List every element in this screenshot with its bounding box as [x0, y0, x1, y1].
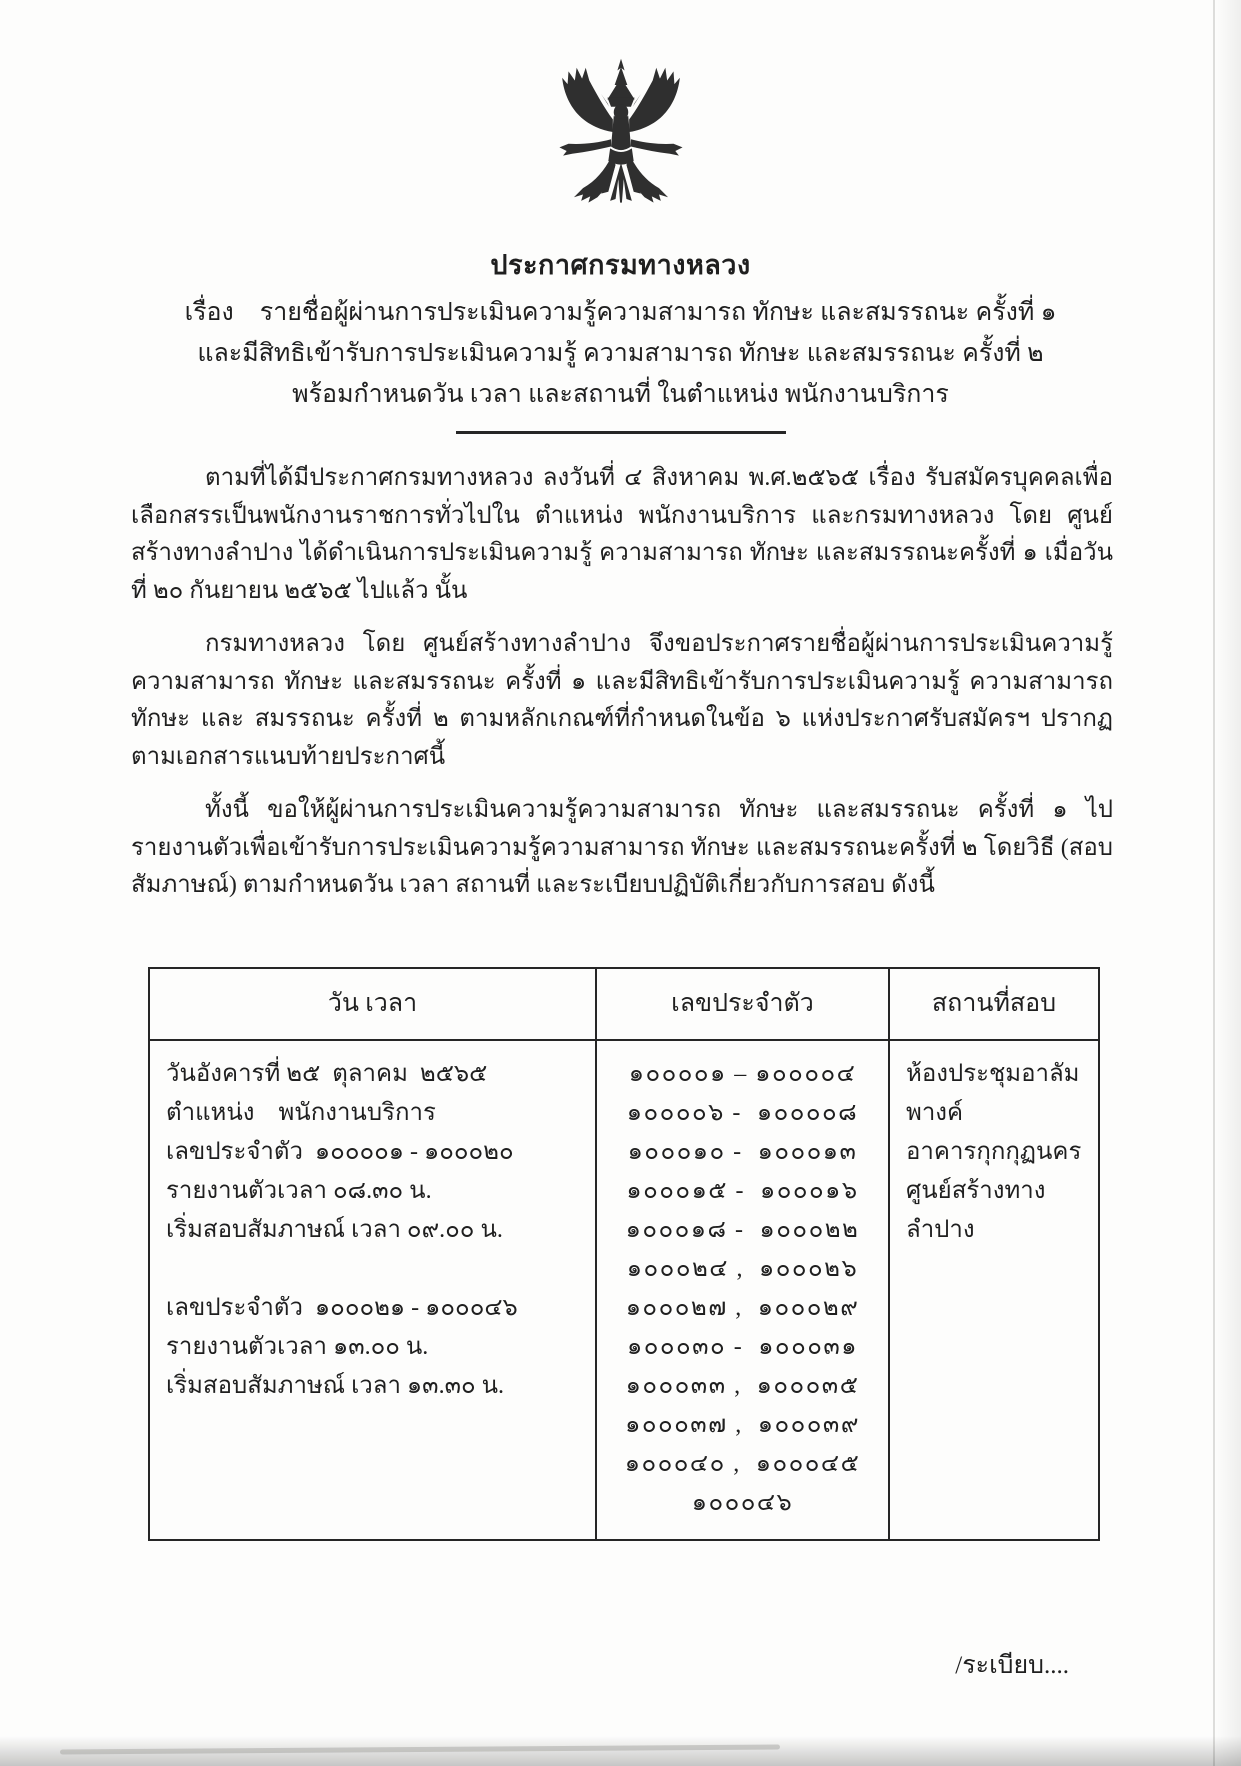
schedule-line: วันอังคารที่ ๒๕ ตุลาคม ๒๕๖๕ — [166, 1060, 488, 1087]
garuda-emblem-icon — [521, 56, 721, 228]
schedule-line: เริ่มสอบสัมภาษณ์ เวลา ๐๙.๐๐ น. — [166, 1216, 503, 1243]
table-body-row — [150, 1041, 1098, 1539]
id-range-line: ๑๐๐๐๑๐ - ๑๐๐๐๑๓ — [627, 1138, 858, 1165]
id-range-line: ๑๐๐๐๓๗ , ๑๐๐๐๓๙ — [625, 1411, 860, 1438]
id-range-line: ๑๐๐๐๔๐ , ๑๐๐๐๔๕ — [624, 1450, 861, 1477]
paragraph-3: ทั้งนี้ ขอให้ผู้ผ่านการประเมินความรู้ความสามารถ ทักษะ และสมรรถนะ ครั้งที่ ๑ ไปรายงานตัวเพื่อเข้ารับการประเมินความรู้ความสามารถ ทักษะ และสมรรถนะครั้งที่ ๒ โดยวิธี (สอบสัมภาษณ์) ตามกำหนดวัน เวลา สถานที่ และระเบียบปฏิบัติเกี่ยวกับการสอบ ดังนี้ — [131, 797, 1113, 898]
continuation-note: /ระเบียบ.... — [955, 1651, 1069, 1679]
schedule-line: รายงานตัวเวลา ๑๓.๐๐ น. — [166, 1333, 429, 1360]
table-header-row — [150, 969, 1098, 1041]
page-title: ประกาศกรมทางหลวง — [490, 250, 751, 280]
scan-edge-shade — [1215, 0, 1241, 1766]
id-range-line: ๑๐๐๐๒๗ , ๑๐๐๐๒๙ — [625, 1294, 860, 1321]
id-range-line: ๑๐๐๐๑๘ - ๑๐๐๐๒๒ — [625, 1216, 860, 1243]
document-header — [0, 0, 1241, 434]
schedule-line-gap — [166, 1250, 587, 1289]
header-divider — [456, 431, 786, 434]
paragraph-2: กรมทางหลวง โดย ศูนย์สร้างทางลำปาง จึงขอประกาศรายชื่อผู้ผ่านการประเมินความรู้ความสามารถ ทักษะ และสมรรถนะ ครั้งที่ ๑ และมีสิทธิเข้ารับการประเมินความรู้ ความสามารถ ทักษะ และ สมรรถนะ ครั้งที่ ๒ ตามหลักเกณฑ์ที่กำหนดในข้อ ๖ แห่งประกาศรับสมัครฯ ปรากฏ ตามเอกสารแนบท้ายประกาศนี้ — [131, 631, 1113, 770]
document-body — [131, 460, 1113, 905]
location-line: ศูนย์สร้างทางลำปาง — [906, 1177, 1046, 1243]
table-header-datetime: วัน เวลา — [150, 969, 597, 1039]
subject-line-2: และมีสิทธิเข้ารับการประเมินความรู้ ความสามารถ ทักษะ และสมรรถนะ ครั้งที่ ๒ — [197, 340, 1044, 367]
location-line: อาคารกุกกุฏนคร — [906, 1138, 1082, 1165]
subject-text-1: รายชื่อผู้ผ่านการประเมินความรู้ความสามารถ ทักษะ และสมรรถนะ ครั้งที่ ๑ — [259, 299, 1057, 326]
subject-line-1 — [0, 292, 1241, 333]
schedule-line: เริ่มสอบสัมภาษณ์ เวลา ๑๓.๓๐ น. — [166, 1372, 505, 1399]
id-range-line: ๑๐๐๐๐๖ - ๑๐๐๐๐๘ — [626, 1099, 859, 1126]
cell-location — [890, 1041, 1098, 1539]
schedule-line: รายงานตัวเวลา ๐๘.๓๐ น. — [166, 1177, 432, 1204]
schedule-line: เลขประจำตัว ๑๐๐๐๒๑ - ๑๐๐๐๔๖ — [166, 1294, 518, 1321]
paragraph-1: ตามที่ได้มีประกาศกรมทางหลวง ลงวันที่ ๔ สิงหาคม พ.ศ.๒๕๖๕ เรื่อง รับสมัครบุคคลเพื่อเลือกสรรเป็นพนักงานราชการทั่วไปใน ตำแหน่ง พนักงานบริการ และกรมทางหลวง โดย ศูนย์สร้างทางลำปาง ได้ดำเนินการประเมินความรู้ ความสามารถ ทักษะ และสมรรถนะครั้งที่ ๑ เมื่อวันที่ ๒๐ กันยายน ๒๕๖๕ ไปแล้ว นั้น — [131, 465, 1113, 604]
id-range-line: ๑๐๐๐๒๔ , ๑๐๐๐๒๖ — [626, 1255, 859, 1282]
id-range-line: ๑๐๐๐๑๕ - ๑๐๐๐๑๖ — [626, 1177, 859, 1204]
id-range-line: ๑๐๐๐๓๓ , ๑๐๐๐๓๕ — [625, 1372, 860, 1399]
id-range-line: ๑๐๐๐๔๖ — [691, 1489, 794, 1516]
exam-schedule-table — [148, 967, 1100, 1541]
location-line: ห้องประชุมอาลัมพางค์ — [906, 1060, 1080, 1126]
cell-id-numbers — [597, 1041, 890, 1539]
schedule-line: ตำแหน่ง พนักงานบริการ — [166, 1099, 436, 1126]
table-header-location: สถานที่สอบ — [931, 989, 1057, 1017]
table-header-id-number: เลขประจำตัว — [597, 969, 890, 1039]
id-range-line: ๑๐๐๐๓๐ - ๑๐๐๐๓๑ — [626, 1333, 859, 1360]
schedule-line: เลขประจำตัว ๑๐๐๐๐๑ - ๑๐๐๐๒๐ — [166, 1138, 514, 1165]
cell-datetime — [150, 1041, 597, 1539]
id-range-line: ๑๐๐๐๐๑ – ๑๐๐๐๐๔ — [628, 1060, 857, 1087]
subject-line-3: พร้อมกำหนดวัน เวลา และสถานที่ ในตำแหน่ง พนักงานบริการ — [292, 381, 949, 408]
subject-prefix: เรื่อง — [184, 299, 234, 326]
